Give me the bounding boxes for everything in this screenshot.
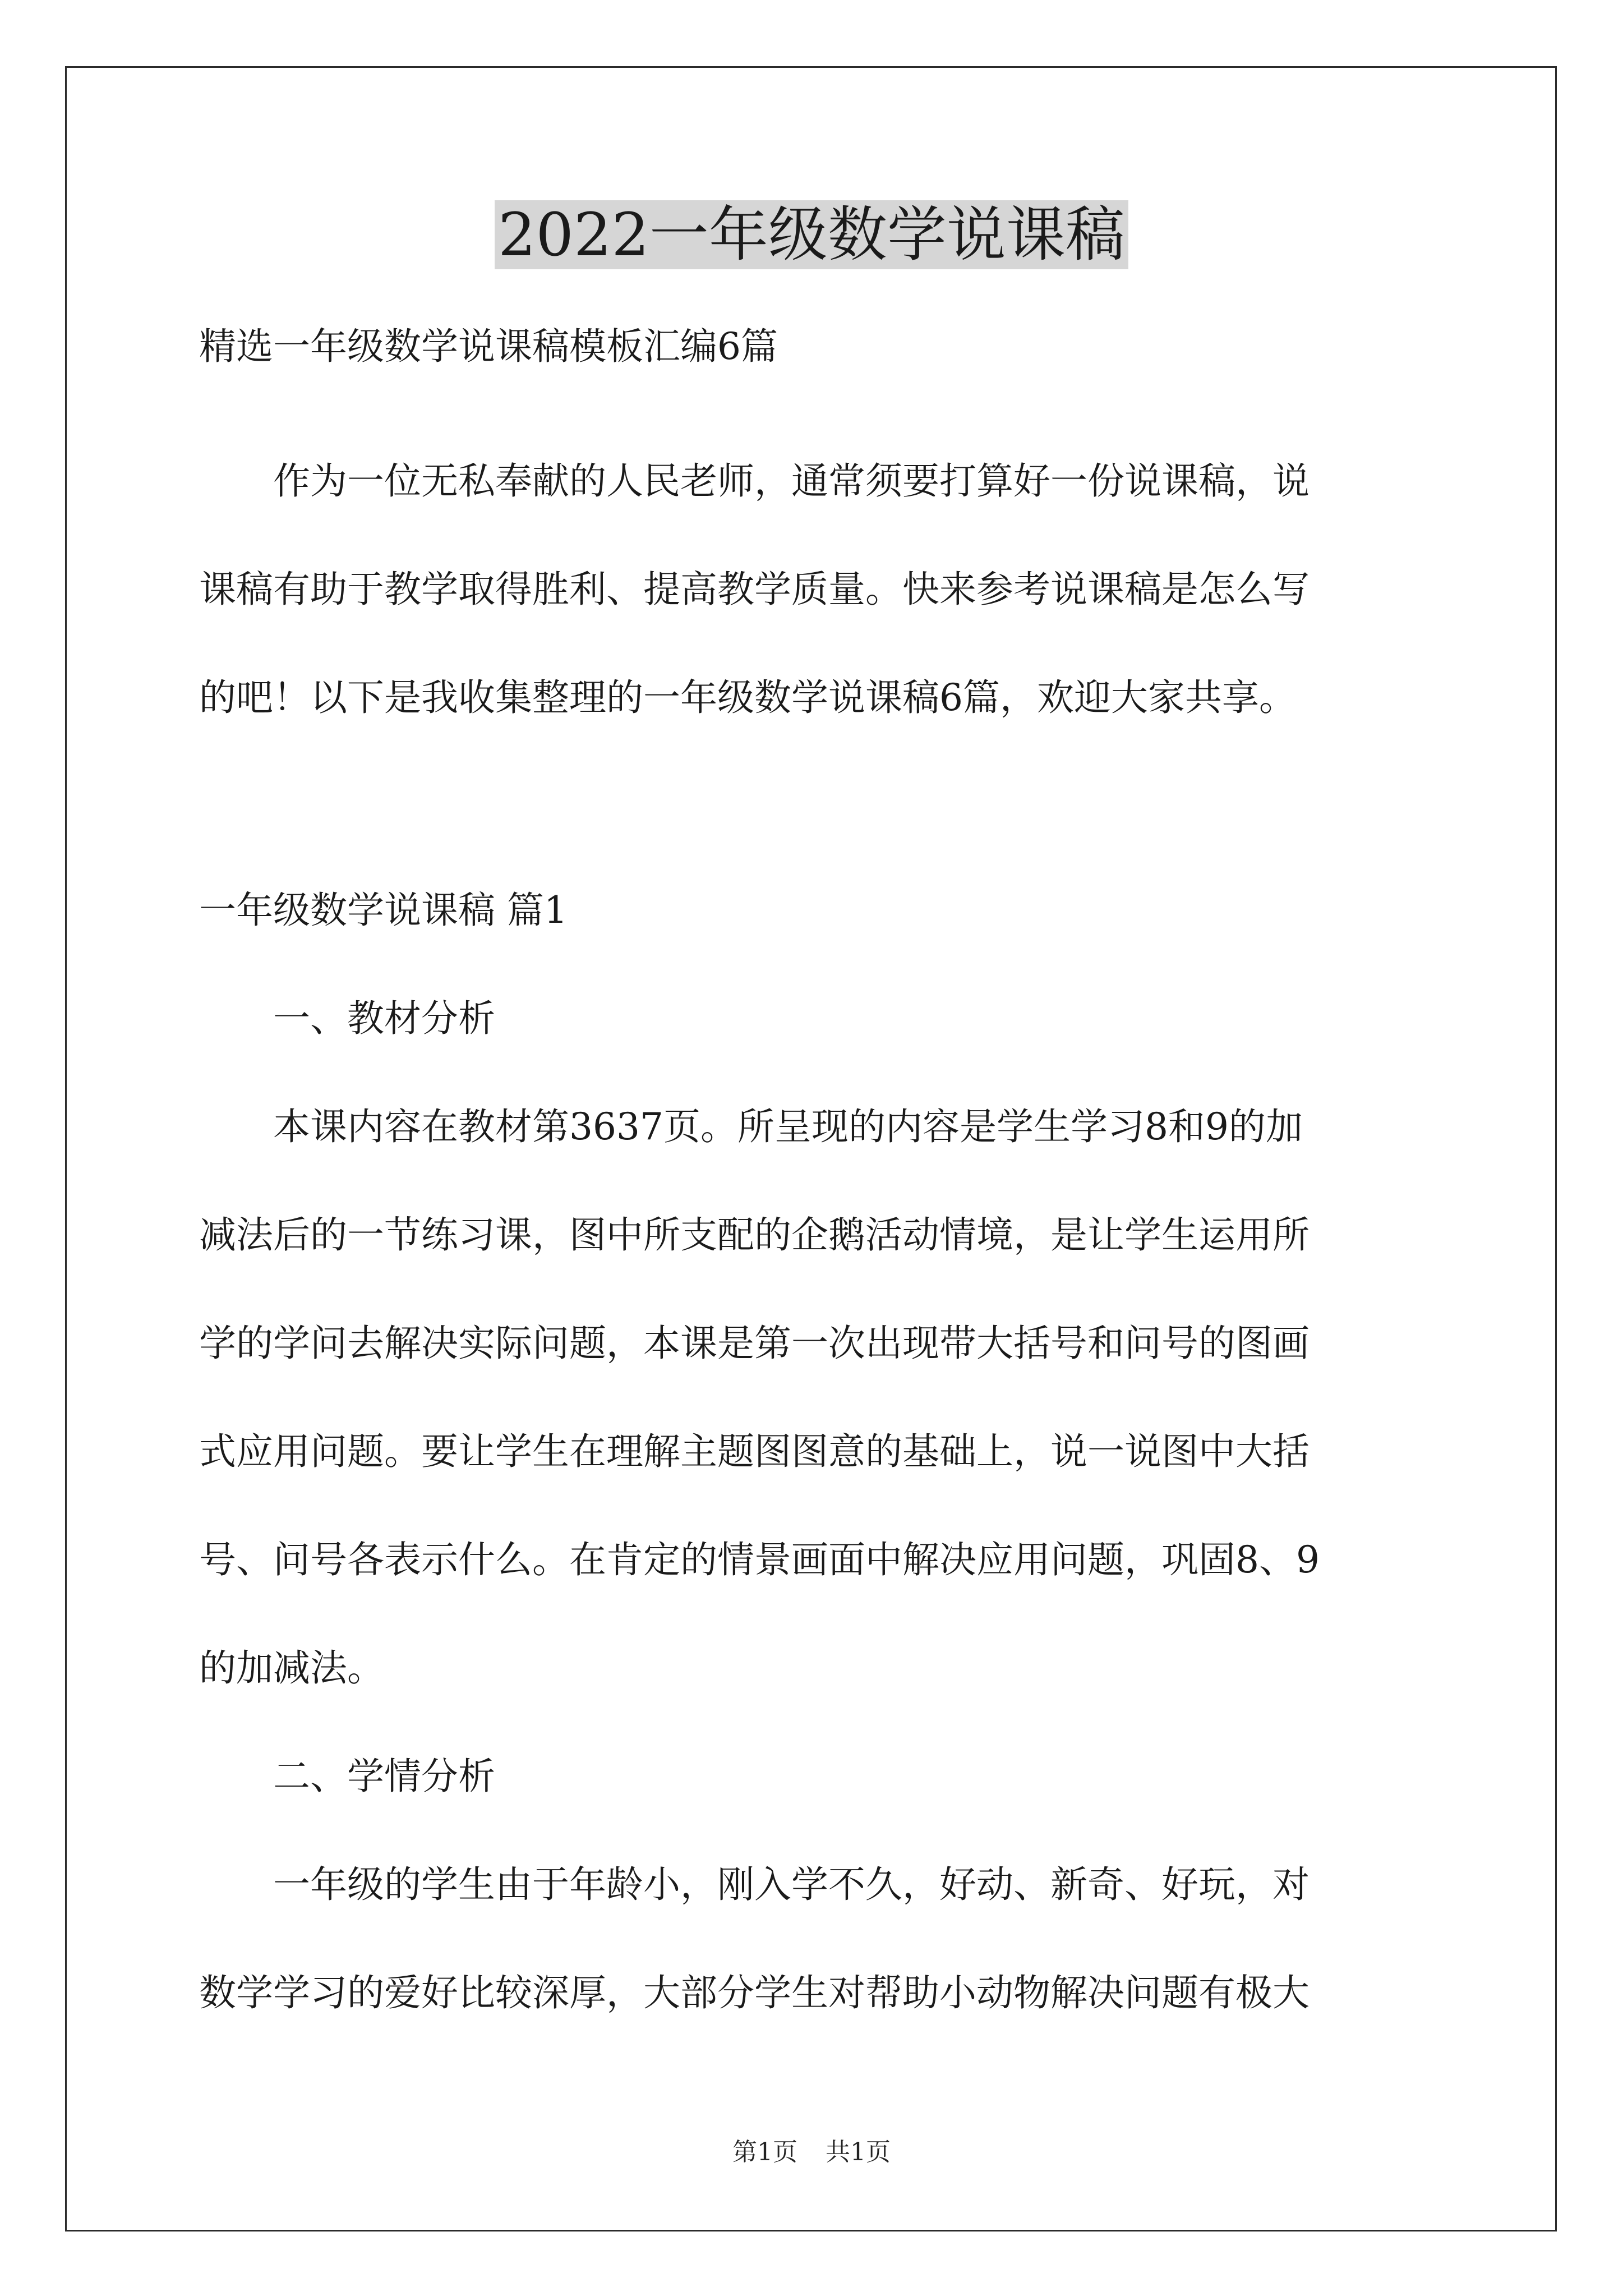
- part1-line: 号、问号各表示什么。在肯定的情景画面中解决应用问题，巩固8、9: [199, 1538, 1320, 1581]
- part1-line: 减法后的一节练习课，图中所支配的企鹅活动情境，是让学生运用所: [199, 1213, 1310, 1257]
- page-number: 第1页: [732, 2138, 797, 2166]
- document-title: [0, 199, 1623, 270]
- page-border: [65, 66, 1557, 2231]
- page-total: 共1页: [826, 2138, 891, 2166]
- part1-line: 式应用问题。要让学生在理解主题图图意的基础上，说一说图中大括: [199, 1430, 1310, 1473]
- part2-heading: 二、学情分析: [273, 1755, 495, 1798]
- section-heading: 一年级数学说课稿 篇1: [199, 889, 568, 932]
- part2-line: 数学学习的爱好比较深厚，大部分学生对帮助小动物解决问题有极大: [199, 1971, 1310, 2014]
- part1-line: 学的学问去解决实际问题，本课是第一次出现带大括号和问号的图画: [199, 1322, 1310, 1365]
- document-title-text: 2022一年级数学说课稿: [495, 200, 1128, 269]
- part1-heading: 一、教材分析: [273, 997, 495, 1040]
- intro-line: 作为一位无私奉献的人民老师，通常须要打算好一份说课稿，说: [273, 459, 1310, 503]
- intro-line: 的吧！以下是我收集整理的一年级数学说课稿6篇，欢迎大家共享。: [199, 676, 1296, 719]
- part1-line: 的加减法。: [199, 1646, 384, 1690]
- document-subtitle: 精选一年级数学说课稿模板汇编6篇: [199, 325, 778, 368]
- intro-line: 课稿有助于教学取得胜利、提高教学质量。快来参考说课稿是怎么写: [199, 568, 1310, 611]
- part1-line: 本课内容在教材第3637页。所呈现的内容是学生学习8和9的加: [273, 1105, 1303, 1148]
- page-footer: [0, 2132, 1623, 2168]
- part2-line: 一年级的学生由于年龄小，刚入学不久，好动、新奇、好玩，对: [273, 1863, 1310, 1906]
